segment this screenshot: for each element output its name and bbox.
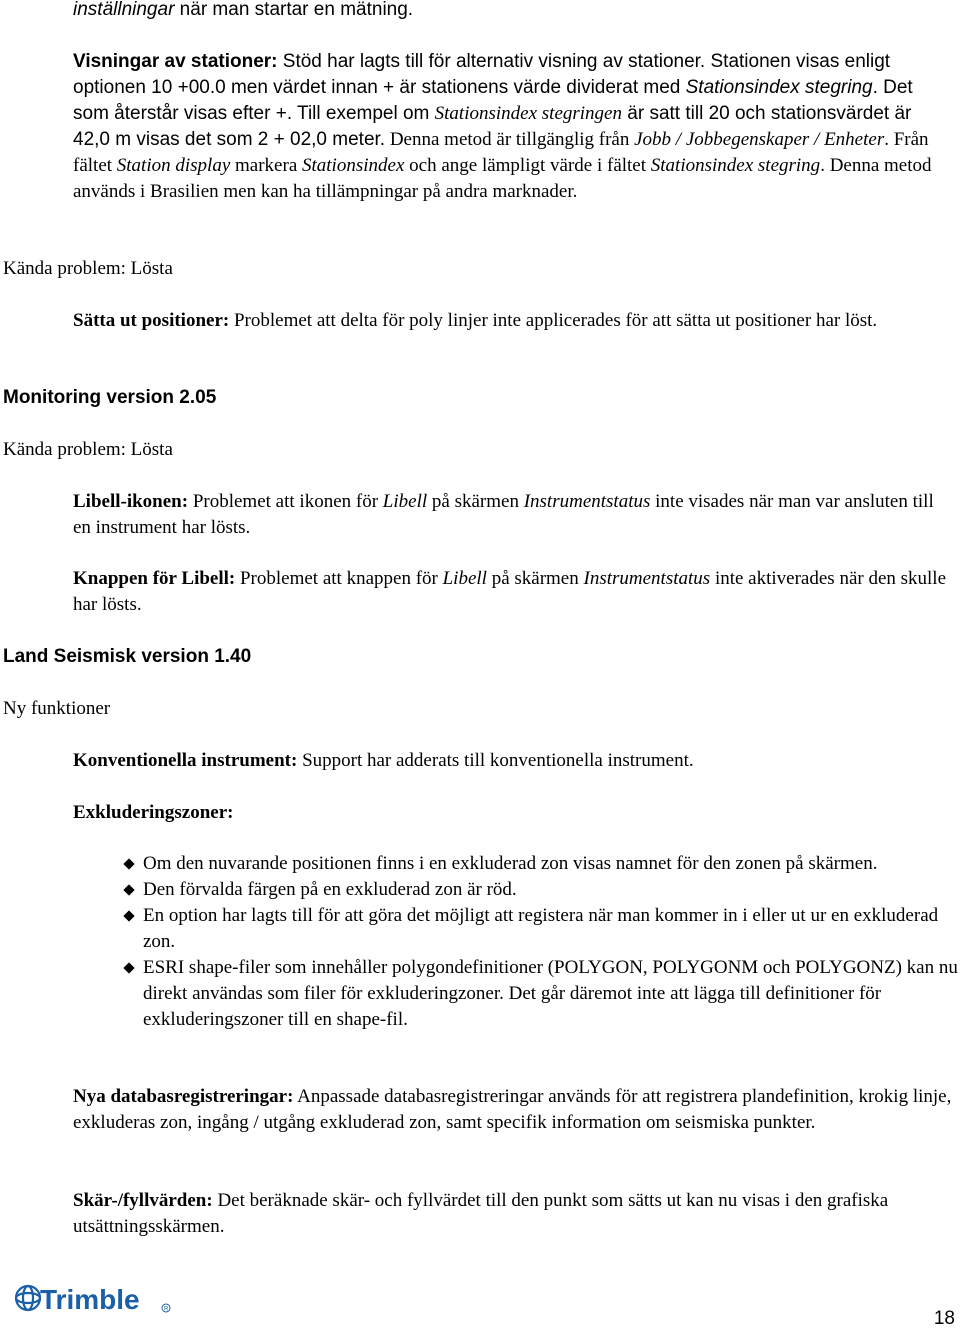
visningar-paragraph — [73, 49, 953, 205]
list-item — [120, 903, 960, 955]
skar-paragraph — [73, 1188, 953, 1240]
visningar-text-7: och ange lämpligt värde i fältet — [404, 155, 651, 176]
visningar-text-6: markera — [230, 155, 302, 176]
trimble-logo — [14, 1281, 174, 1315]
nya-databas-paragraph — [73, 1084, 953, 1136]
visningar-italic-2: Stationsindex stegringen — [434, 103, 622, 124]
list-item — [120, 851, 960, 877]
visningar-text-5: . Från fältet — [73, 129, 929, 176]
list-item — [120, 955, 960, 1033]
skar-label: Skär-/fyllvärden: — [73, 1190, 213, 1211]
list-item-text: Om den nuvarande positionen finns i en exkluderad zon visas namnet för den zonen på skärmen. — [143, 853, 878, 874]
diamond-bullet-icon — [123, 910, 134, 921]
list-item — [120, 877, 960, 903]
list-item-text: Den förvalda färgen på en exkluderad zon är röd. — [143, 879, 517, 900]
intro-line — [73, 0, 953, 23]
libell-ikon-text-1: Problemet att ikonen för — [188, 491, 383, 512]
trimble-globe-icon — [14, 1281, 174, 1315]
visningar-text-1: Stöd har lagts till för alternativ visning av stationer. Stationen visas enligt optionen 10 +00.0 men värdet innan + är stationens värde dividerat med — [73, 51, 891, 98]
land-seismisk-heading: Land Seismisk version 1.40 — [3, 646, 252, 667]
knappen-label: Knappen för Libell: — [73, 568, 236, 589]
section-heading-known-issues-2: Kända problem: Lösta — [3, 439, 173, 460]
monitoring-heading: Monitoring version 2.05 — [3, 387, 217, 408]
libell-ikon-label: Libell-ikonen: — [73, 491, 189, 512]
satta-paragraph — [73, 308, 953, 334]
diamond-bullet-icon — [123, 884, 134, 895]
libell-ikon-italic-2: Instrumentstatus — [523, 491, 651, 512]
satta-label: Sätta ut positioner: — [73, 310, 230, 331]
libell-ikon-text-2: på skärmen — [427, 491, 524, 512]
visningar-text-4: Denna metod är tillgänglig från — [385, 129, 635, 150]
intro-italic: inställningar — [73, 0, 175, 20]
visningar-label: Visningar av stationer: — [73, 51, 278, 72]
diamond-bullet-icon — [123, 858, 134, 869]
list-item-text: ESRI shape-filer som innehåller polygondefinitioner (POLYGON, POLYGONM och POLYGONZ) kan nu direkt användas som filer för exkluderingzoner. Det går däremot inte att lägga till definitioner för exkluderingszoner till en shape-fil. — [143, 957, 958, 1030]
exkluderingszoner-list — [120, 851, 960, 1033]
nya-databas-label: Nya databasregistreringar: — [73, 1086, 294, 1107]
konventionella-text: Support har adderats till konventionella instrument. — [297, 750, 694, 771]
knappen-paragraph — [73, 566, 953, 618]
konventionella-paragraph — [73, 748, 953, 774]
trimble-logo-text: Trimble — [40, 1284, 140, 1315]
exkluderingszoner-label-line — [73, 800, 953, 826]
visningar-italic-6: Stationsindex stegring — [650, 155, 821, 176]
visningar-italic-5: Stationsindex — [302, 155, 405, 176]
visningar-italic-1: Stationsindex stegring — [685, 77, 873, 98]
satta-text: Problemet att delta för poly linjer inte applicerades för att sätta ut positioner har löst. — [229, 310, 878, 331]
page-number: 18 — [933, 1308, 955, 1329]
visningar-text-3: är satt till 20 och stationsvärdet är 42,0 m visas det som 2 + 02,0 meter. — [73, 103, 912, 150]
svg-text:R: R — [164, 1306, 169, 1313]
visningar-text-8: . Denna metod används i Brasilien men kan ha tillämpningar på andra marknader. — [73, 155, 932, 202]
ny-funktioner-heading: Ny funktioner — [3, 698, 111, 719]
knappen-text-2: på skärmen — [486, 568, 584, 589]
knappen-italic-2: Instrumentstatus — [583, 568, 711, 589]
konventionella-label: Konventionella instrument: — [73, 750, 298, 771]
libell-ikon-text-3: inte visades när man var ansluten till en instrument har lösts. — [73, 491, 934, 538]
visningar-italic-3: Jobb / Jobbegenskaper / Enheter — [634, 129, 885, 150]
section-heading-known-issues-1: Kända problem: Lösta — [3, 258, 173, 279]
visningar-italic-4: Station display — [116, 155, 231, 176]
exkluderingszoner-label: Exkluderingszoner: — [73, 802, 234, 823]
diamond-bullet-icon — [123, 962, 134, 973]
knappen-italic-1: Libell — [442, 568, 487, 589]
intro-text: när man startar en mätning. — [174, 0, 414, 20]
list-item-text: En option har lagts till för att göra det möjligt att registera när man kommer in i eller ut ur en exkluderad zon. — [143, 905, 939, 952]
visningar-text-2: . Det som återstår visas efter +. Till exempel om — [73, 77, 913, 124]
knappen-text-1: Problemet att knappen för — [235, 568, 443, 589]
libell-ikon-italic-1: Libell — [382, 491, 428, 512]
knappen-text-3: inte aktiverades när den skulle har lösts. — [73, 568, 947, 615]
nya-databas-text: Anpassade databasregistreringar används för att registrera plandefinition, krokig linje, exkluderas zon, ingång / utgång exkluderad zon, samt specifik information om seismiska punkter. — [73, 1086, 952, 1133]
libell-ikon-paragraph — [73, 489, 953, 541]
skar-text: Det beräknade skär- och fyllvärdet till den punkt som sätts ut kan nu visas i den grafiska utsättningsskärmen. — [73, 1190, 889, 1237]
